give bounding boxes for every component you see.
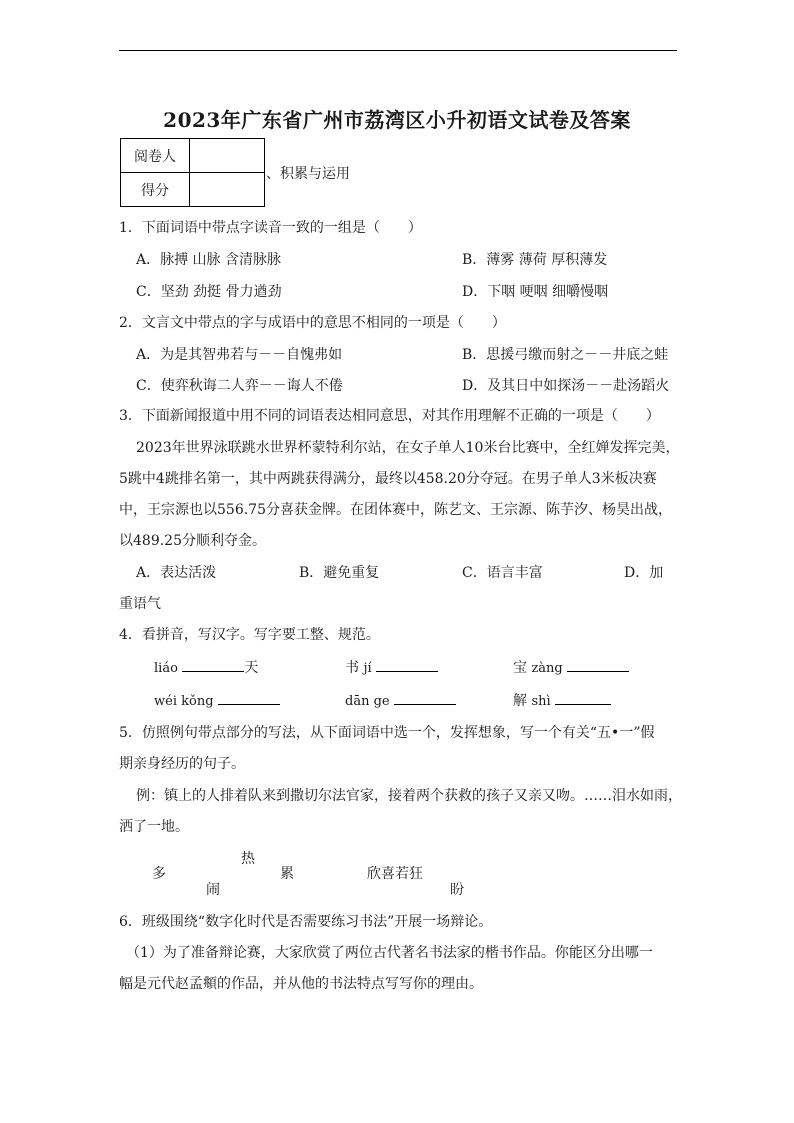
q3-option-d-cont: 重语气 [119,596,161,612]
q6-stem: 6．班级围绕“数字化时代是否需要练习书法”开展一场辩论。 [119,914,493,930]
section-heading: 、积累与运用 [266,166,350,182]
q5-word: 欣喜若狂 [367,866,423,882]
q5-example-cont: 洒了一地。 [119,819,189,835]
score-table [120,138,265,207]
q4-item-2 [345,657,438,677]
q4-char: 宝 [513,660,527,676]
q1-stem: 1．下面词语中带点字读音一致的一组是（ ） [119,220,422,236]
q1-option-c: C．坚劲 劲挺 骨力遒劲 [136,284,282,300]
answer-blank[interactable] [394,690,456,705]
score-label: 得分 [121,173,190,207]
reviewer-label: 阅卷人 [121,139,190,173]
q3-passage-line: 中，王宗源也以556.75分喜获金牌。在团体赛中，陈艺文、王宗源、陈芋汐、杨昊出战， [119,502,672,518]
q6-subquestion: （1）为了准备辩论赛，大家欣赏了两位古代著名书法家的楷书作品。你能区分出哪一 [126,945,653,961]
answer-blank[interactable] [555,690,611,705]
q5-word: 盼 [450,882,464,898]
q5-example: 例：镇上的人排着队来到撒切尔法官家，接着两个获救的孩子又亲又吻。……泪水如雨， [136,788,682,804]
pinyin: zàng [531,661,563,676]
q3-passage-line: 5跳中4跳排名第一，其中两跳获得满分，最终以458.20分夺冠。在男子单人3米板决赛 [119,471,657,487]
pinyin: shì [531,694,551,709]
q2-stem: 2．文言文中带点的字与成语中的意思不相同的一项是（ ） [119,315,506,331]
q2-option-a: A．为是其智弗若与－－自愧弗如 [136,347,343,363]
q3-option-d: D．加 [624,565,664,581]
q3-option-b: B．避免重复 [299,565,380,581]
header-rule [119,50,677,51]
reviewer-cell[interactable] [190,139,265,173]
q4-item-1 [154,657,258,677]
q5-stem-cont: 期亲身经历的句子。 [119,756,245,772]
q4-stem: 4．看拼音，写汉字。写字要工整、规范。 [119,627,380,643]
q5-word: 累 [280,866,294,882]
q3-passage-line: 以489.25分顺利夺金。 [119,533,266,549]
answer-blank[interactable] [218,690,280,705]
pinyin: dān ge [345,694,390,709]
q4-item-4 [154,690,280,709]
score-cell[interactable] [190,173,265,207]
q1-option-d: D．下咽 哽咽 细嚼慢咽 [462,284,609,300]
q5-word: 多 [152,866,166,882]
q4-item-6 [513,690,611,710]
answer-blank[interactable] [182,657,244,672]
q5-word: 热 [241,851,255,867]
answer-blank[interactable] [567,657,629,672]
q5-word: 闹 [206,882,220,898]
q4-item-5 [345,690,456,709]
q4-char: 书 [345,660,359,676]
q4-item-3 [513,657,629,677]
q6-subquestion-cont: 幅是元代赵孟頫的作品，并从他的书法特点写写你的理由。 [119,976,483,992]
q1-option-b: B．薄雾 薄荷 厚积薄发 [462,252,608,268]
q1-option-a: A．脉搏 山脉 含清脉脉 [136,252,282,268]
q3-option-c: C．语言丰富 [462,565,543,581]
q3-stem: 3．下面新闻报道中用不同的词语表达相同意思，对其作用理解不正确的一项是（ ） [119,408,660,424]
answer-blank[interactable] [376,657,438,672]
q2-option-b: B．思援弓缴而射之－－井底之蛙 [462,347,669,363]
q3-passage-line: 2023年世界泳联跳水世界杯蒙特利尔站，在女子单人10米台比赛中，全红婵发挥完美， [136,440,680,456]
q3-option-a: A．表达活泼 [136,565,217,581]
page-title: 2023年广东省广州市荔湾区小升初语文试卷及答案 [163,108,631,132]
pinyin: jí [363,661,372,676]
pinyin: wéi kǒng [154,694,214,709]
q2-option-c: C．使弈秋诲二人弈－－诲人不倦 [136,378,343,394]
q5-stem: 5．仿照例句带点部分的写法，从下面词语中选一个，发挥想象，写一个有关“五•一”假 [119,725,655,741]
q4-char: 天 [244,660,259,676]
q2-option-d: D．及其日中如探汤－－赴汤蹈火 [462,378,670,394]
pinyin: liáo [154,661,178,676]
q4-char: 解 [513,693,527,709]
